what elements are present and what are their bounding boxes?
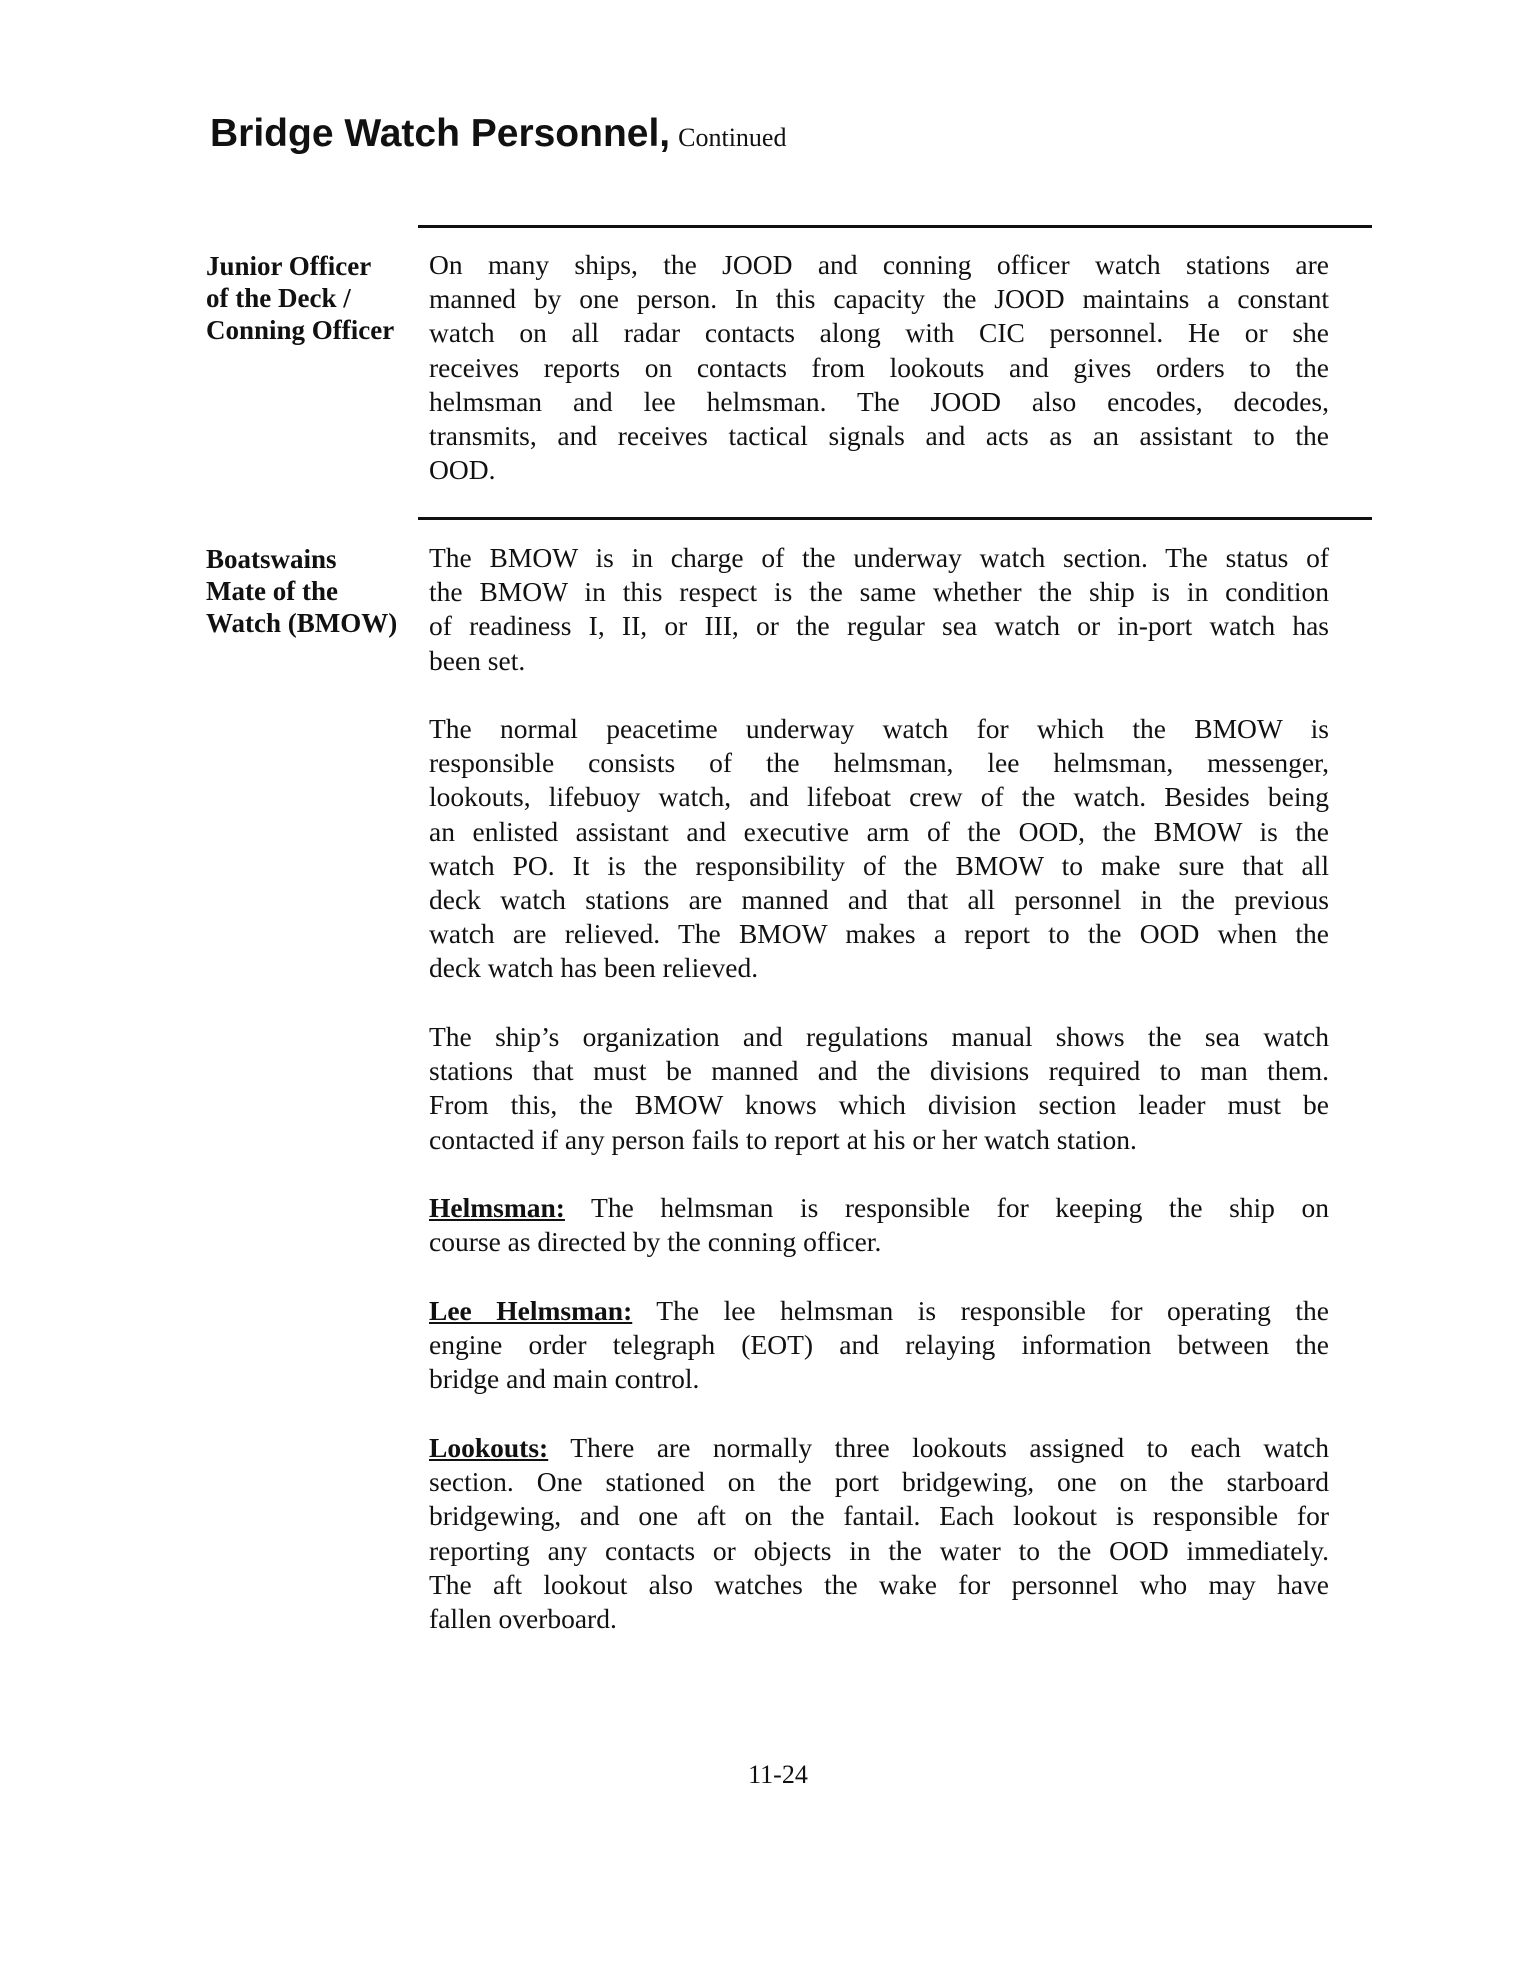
paragraph bbox=[429, 1020, 1329, 1157]
text-line bbox=[429, 1191, 1329, 1225]
page-number: 11-24 bbox=[748, 1760, 808, 1789]
subitem-text: There are normally three lookouts assigned to each watch bbox=[570, 1432, 1329, 1463]
text-line: of readiness I, II, or III, or the regular sea watch or in-port watch has bbox=[429, 610, 1329, 642]
section-label-jood bbox=[206, 250, 394, 346]
label-line: Watch (BMOW) bbox=[206, 608, 398, 638]
text-line: The ship’s organization and regulations manual shows the sea watch bbox=[429, 1021, 1329, 1052]
text-line: responsible consists of the helmsman, lee helmsman, messenger, bbox=[429, 747, 1329, 779]
text-line: course as directed by the conning officer. bbox=[429, 1226, 882, 1258]
section-label-bmow bbox=[206, 543, 397, 639]
subitem-heading: Helmsman: bbox=[429, 1192, 565, 1223]
text-line: transmits, and receives tactical signals and acts as an assistant to the bbox=[429, 420, 1329, 452]
text-line: bridge and main control. bbox=[429, 1363, 700, 1395]
label-line: Conning Officer bbox=[206, 315, 395, 345]
text-line: On many ships, the JOOD and conning officer watch stations are bbox=[429, 249, 1329, 280]
title-suffix: Continued bbox=[678, 123, 787, 152]
text-line: stations that must be manned and the divisions required to man them. bbox=[429, 1055, 1329, 1087]
label-line: of the Deck / bbox=[206, 283, 351, 313]
text-line: manned by one person. In this capacity the JOOD maintains a constant bbox=[429, 283, 1329, 315]
subitem-text: The helmsman is responsible for keeping the ship on bbox=[591, 1192, 1329, 1223]
paragraph bbox=[429, 712, 1329, 986]
subitem-lee-helmsman bbox=[429, 1294, 1329, 1397]
subitem-text: The lee helmsman is responsible for operating the bbox=[656, 1295, 1329, 1326]
text-line: watch on all radar contacts along with CIC personnel. He or she bbox=[429, 317, 1329, 349]
text-line: deck watch has been relieved. bbox=[429, 952, 759, 984]
text-line: From this, the BMOW knows which division section leader must be bbox=[429, 1089, 1329, 1121]
section-divider bbox=[418, 225, 1372, 228]
text-line bbox=[429, 1431, 1329, 1465]
text-line: section. One stationed on the port bridgewing, one on the starboard bbox=[429, 1466, 1329, 1498]
text-line: helmsman and lee helmsman. The JOOD also encodes, decodes, bbox=[429, 385, 1329, 417]
text-line: watch are relieved. The BMOW makes a report to the OOD when the bbox=[429, 918, 1329, 950]
label-line: Junior Officer bbox=[206, 251, 372, 281]
text-line: deck watch stations are manned and that all personnel in the previous bbox=[429, 884, 1329, 916]
text-line: contacted if any person fails to report at his or her watch station. bbox=[429, 1123, 1137, 1155]
label-line: Boatswains bbox=[206, 544, 337, 574]
text-line: watch PO. It is the responsibility of the BMOW to make sure that all bbox=[429, 849, 1329, 881]
text-line bbox=[429, 1294, 1329, 1328]
text-line: been set. bbox=[429, 644, 526, 676]
subitem-lookouts bbox=[429, 1431, 1329, 1636]
subitem-heading: Lookouts: bbox=[429, 1432, 549, 1463]
text-line: engine order telegraph (EOT) and relaying information between the bbox=[429, 1329, 1329, 1361]
text-line: lookouts, lifebuoy watch, and lifeboat crew of the watch. Besides being bbox=[429, 781, 1329, 813]
section-body-jood bbox=[429, 248, 1329, 487]
text-line: OOD. bbox=[429, 454, 496, 486]
section-divider bbox=[418, 517, 1372, 520]
subitem-helmsman bbox=[429, 1191, 1329, 1259]
text-line: The aft lookout also watches the wake for personnel who may have bbox=[429, 1568, 1329, 1600]
label-line: Mate of the bbox=[206, 576, 338, 606]
title-main: Bridge Watch Personnel, bbox=[210, 112, 671, 155]
subitem-heading: Lee Helmsman: bbox=[429, 1295, 633, 1326]
paragraph bbox=[429, 541, 1329, 678]
text-line: reporting any contacts or objects in the water to the OOD immediately. bbox=[429, 1534, 1329, 1566]
text-line: The BMOW is in charge of the underway watch section. The status of bbox=[429, 542, 1329, 573]
text-line: the BMOW in this respect is the same whether the ship is in condition bbox=[429, 576, 1329, 608]
text-line: receives reports on contacts from lookouts and gives orders to the bbox=[429, 351, 1329, 383]
text-line: bridgewing, and one aft on the fantail. Each lookout is responsible for bbox=[429, 1500, 1329, 1532]
text-line: fallen overboard. bbox=[429, 1603, 617, 1635]
text-line: an enlisted assistant and executive arm of the OOD, the BMOW is the bbox=[429, 815, 1329, 847]
page-title bbox=[210, 112, 786, 156]
text-line: The normal peacetime underway watch for which the BMOW is bbox=[429, 713, 1329, 744]
